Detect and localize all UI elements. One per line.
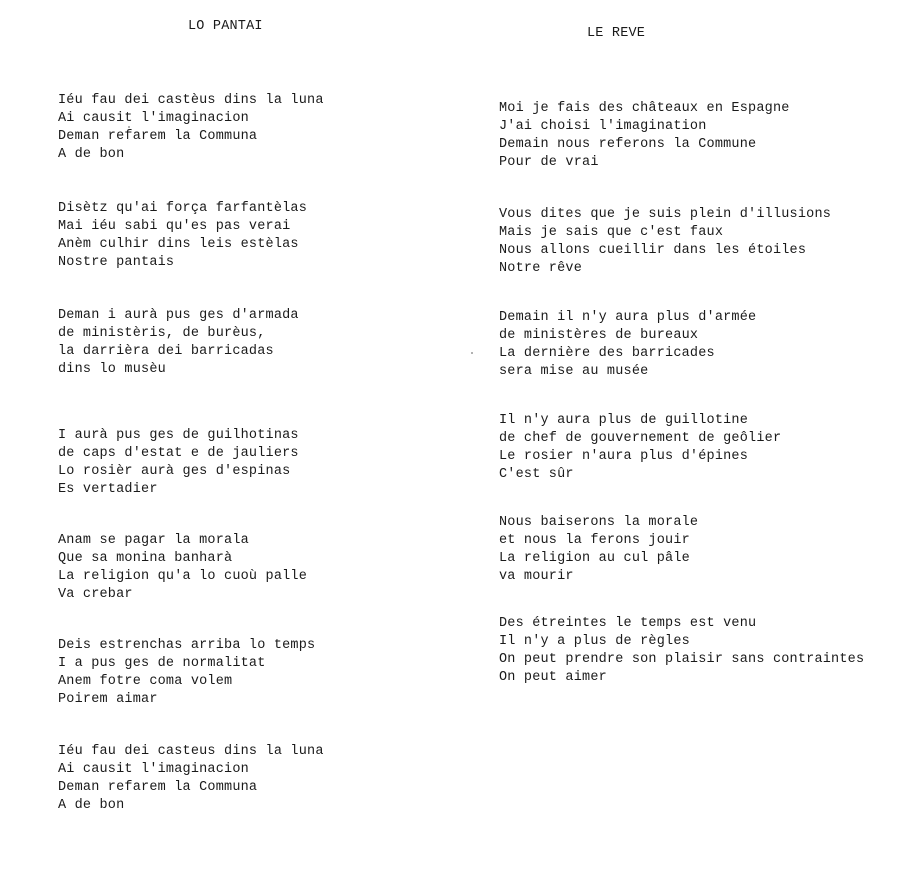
verse-line: Iéu fau dei castèus dins la luna [58,93,324,108]
verse-line: et nous la ferons jouir [499,533,690,548]
verse-line: Nous allons cueillir dans les étoiles [499,243,807,258]
occitan-poem-title: LO PANTAI [188,19,263,34]
stanza [58,743,324,815]
verse-line: de chef de gouvernement de geôlier [499,431,782,446]
verse-line: I a pus ges de normalitat [58,656,266,671]
verse-line: sera mise au musée [499,364,649,379]
verse-line: Notre rêve [499,261,583,276]
verse-line: de caps d'estat e de jauliers [58,446,299,461]
stanza [58,532,307,604]
verse-line: A de bon [58,147,125,162]
verse-line: Nous baiserons la morale [499,515,699,530]
scan-speck [471,352,473,354]
verse-line: La religion qu'a lo cuoù palle [58,569,308,584]
verse-line: On peut aimer [499,670,607,685]
verse-line: Des étreintes le temps est venu [499,616,757,631]
verse-line: Deman i aurà pus ges d'armada [58,308,299,323]
verse-line: A de bon [58,798,125,813]
stanza [499,615,864,687]
verse-line: La dernière des barricades [499,346,715,361]
verse-line: Disètz qu'ai força farfantèlas [58,201,308,216]
verse-line: Mai iéu sabi qu'es pas verai [58,219,291,234]
verse-line: J'ai choisi l'imagination [499,119,707,134]
verse-line: I aurà pus ges de guilhotinas [58,428,299,443]
verse-line: Ai causit l'imaginacion [58,111,249,126]
verse-line: Vous dites que je suis plein d'illusions [499,207,832,222]
verse-line: Iéu fau dei casteus dins la luna [58,744,324,759]
verse-line: On peut prendre son plaisir sans contraintes [499,652,865,667]
verse-line: Que sa monina banharà [58,551,233,566]
verse-line: Le rosier n'aura plus d'épines [499,449,749,464]
verse-line: Anèm culhir dins leis estèlas [58,237,299,252]
verse-line: Anam se pagar la morala [58,533,249,548]
stanza [58,92,324,164]
verse-line: Demain nous referons la Commune [499,137,757,152]
verse-line: Ai causit l'imaginacion [58,762,249,777]
verse-line: dins lo musèu [58,362,166,377]
stanza [499,100,790,172]
verse-line: Deman refarem la Communa [58,780,258,795]
stanza [58,637,315,709]
verse-line: C'est sûr [499,467,574,482]
stanza [499,206,831,278]
stanza [58,200,307,272]
verse-line: Es vertadier [58,482,158,497]
verse-line: Nostre pantais [58,255,175,270]
verse-line: de ministères de bureaux [499,328,699,343]
verse-line: Moi je fais des châteaux en Espagne [499,101,790,116]
verse-line: La religion au cul pâle [499,551,690,566]
stanza [499,514,698,586]
verse-line: va mourir [499,569,574,584]
scan-speck [128,126,130,128]
verse-line: Il n'y a plus de règles [499,634,690,649]
verse-line: de ministèris, de burèus, [58,326,266,341]
french-poem-title: LE REVE [587,26,646,41]
verse-line: Anem fotre coma volem [58,674,233,689]
verse-line: Va crebar [58,587,133,602]
verse-line: Deis estrenchas arriba lo temps [58,638,316,653]
verse-line: Lo rosièr aurà ges d'espinas [58,464,291,479]
verse-line: Pour de vrai [499,155,599,170]
stanza [58,307,299,379]
stanza [58,427,299,499]
verse-line: Demain il n'y aura plus d'armée [499,310,757,325]
stanza [499,309,756,381]
verse-line: Poirem aimar [58,692,158,707]
verse-line: Il n'y aura plus de guillotine [499,413,749,428]
verse-line: Mais je sais que c'est faux [499,225,724,240]
stanza [499,412,781,484]
verse-line: la darrièra dei barricadas [58,344,274,359]
verse-line: Deman refarem la Communa [58,129,258,144]
